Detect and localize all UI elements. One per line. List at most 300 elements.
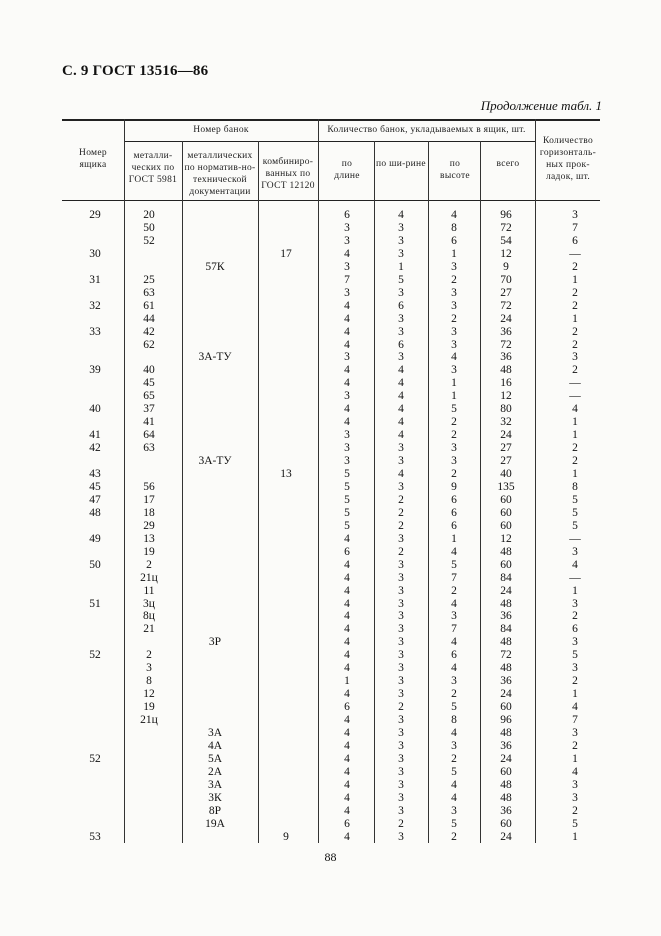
- cell-width: 2: [398, 494, 404, 506]
- cell-metal: 21: [143, 623, 155, 635]
- cell-gaskets: 1: [572, 688, 578, 700]
- cell-box-number: 39: [89, 364, 101, 376]
- cell-total: 48: [500, 779, 512, 791]
- cell-metal: 20: [143, 209, 155, 221]
- cell-metal: 3ц: [143, 598, 155, 610]
- cell-height: 4: [451, 662, 457, 674]
- cell-length: 6: [344, 818, 350, 830]
- cell-width: 3: [398, 235, 404, 247]
- cell-total: 9: [503, 261, 509, 273]
- cell-total: 60: [500, 818, 512, 830]
- cell-width: 3: [398, 662, 404, 674]
- cell-height: 5: [451, 559, 457, 571]
- cell-height: 3: [451, 740, 457, 752]
- cell-total: 135: [497, 481, 515, 493]
- cell-length: 3: [344, 222, 350, 234]
- cell-width: 3: [398, 351, 404, 363]
- cell-height: 2: [451, 688, 457, 700]
- cell-length: 3: [344, 235, 350, 247]
- cell-length: 5: [344, 507, 350, 519]
- cell-width: 4: [398, 209, 404, 221]
- cell-height: 2: [451, 585, 457, 597]
- cell-width: 3: [398, 598, 404, 610]
- cell-width: 3: [398, 572, 404, 584]
- cell-box-number: 47: [89, 494, 101, 506]
- cell-total: 24: [500, 429, 512, 441]
- cell-length: 7: [344, 274, 350, 286]
- cell-height: 8: [451, 222, 457, 234]
- cell-width: 3: [398, 222, 404, 234]
- cell-width: 2: [398, 546, 404, 558]
- cell-total: 12: [500, 390, 512, 402]
- cell-total: 27: [500, 442, 512, 454]
- cell-metal: 52: [143, 235, 155, 247]
- cell-height: 3: [451, 364, 457, 376]
- cell-metal: 21ц: [140, 714, 158, 726]
- cell-gaskets: 1: [572, 313, 578, 325]
- cell-gaskets: 3: [572, 351, 578, 363]
- cell-length: 4: [344, 364, 350, 376]
- cell-width: 3: [398, 313, 404, 325]
- header-count-group: Количество банок, укладываемых в ящик, шт.: [327, 125, 526, 135]
- cell-gaskets: 5: [572, 818, 578, 830]
- cell-gaskets: 5: [572, 494, 578, 506]
- cell-height: 1: [451, 533, 457, 545]
- cell-combined: 17: [280, 248, 292, 260]
- cell-gaskets: 4: [572, 766, 578, 778]
- cell-height: 5: [451, 403, 457, 415]
- cell-gaskets: 1: [572, 831, 578, 843]
- cell-width: 2: [398, 507, 404, 519]
- cell-total: 60: [500, 520, 512, 532]
- cell-length: 4: [344, 248, 350, 260]
- cell-width: 2: [398, 701, 404, 713]
- cell-total: 60: [500, 766, 512, 778]
- cell-gaskets: 2: [572, 675, 578, 687]
- cell-gaskets: 7: [572, 222, 578, 234]
- cell-width: 3: [398, 455, 404, 467]
- cell-gaskets: 1: [572, 274, 578, 286]
- cell-length: 5: [344, 494, 350, 506]
- cell-height: 5: [451, 818, 457, 830]
- cell-length: 4: [344, 740, 350, 752]
- cell-total: 60: [500, 701, 512, 713]
- cell-gaskets: 3: [572, 636, 578, 648]
- cell-metal: 37: [143, 403, 155, 415]
- cell-box-number: 29: [89, 209, 101, 221]
- header-can-numbers: Номер банок: [193, 125, 249, 135]
- cell-metal: 18: [143, 507, 155, 519]
- cell-metal: 21ц: [140, 572, 158, 584]
- header-width: по ши-рине: [376, 159, 426, 169]
- cell-height: 4: [451, 792, 457, 804]
- cell-ntd: 4А: [207, 740, 223, 752]
- cell-ntd: 8Р: [208, 805, 222, 817]
- cell-metal: 45: [143, 377, 155, 389]
- cell-metal: 12: [143, 688, 155, 700]
- cell-total: 36: [500, 740, 512, 752]
- cell-width: 3: [398, 559, 404, 571]
- header-length: по длине: [334, 159, 360, 181]
- cell-total: 54: [500, 235, 512, 247]
- cell-metal: 61: [143, 300, 155, 312]
- cell-gaskets: 3: [572, 598, 578, 610]
- cell-length: 4: [344, 572, 350, 584]
- cell-height: 8: [451, 714, 457, 726]
- cell-metal: 11: [143, 585, 155, 597]
- header-combined: комбиниро-ванных по ГОСТ 12120: [261, 157, 315, 191]
- cell-gaskets: 1: [572, 416, 578, 428]
- cell-height: 6: [451, 520, 457, 532]
- cell-total: 27: [500, 455, 512, 467]
- cell-width: 1: [398, 261, 404, 273]
- cell-metal: 40: [143, 364, 155, 376]
- cell-width: 2: [398, 520, 404, 532]
- cell-ntd: 3А-ТУ: [198, 351, 232, 363]
- cell-length: 3: [344, 287, 350, 299]
- cell-height: 7: [451, 623, 457, 635]
- cell-total: 36: [500, 326, 512, 338]
- cell-metal: 41: [143, 416, 155, 428]
- cell-ntd: 3К: [208, 792, 222, 804]
- cell-height: 3: [451, 675, 457, 687]
- cell-box-number: 31: [89, 274, 101, 286]
- cell-length: 4: [344, 753, 350, 765]
- cell-width: 3: [398, 779, 404, 791]
- cell-gaskets: 1: [572, 585, 578, 597]
- cell-total: 24: [500, 753, 512, 765]
- cell-metal: 17: [143, 494, 155, 506]
- cell-width: 4: [398, 429, 404, 441]
- cell-width: 4: [398, 416, 404, 428]
- cell-metal: 2: [146, 649, 152, 661]
- cell-width: 4: [398, 377, 404, 389]
- cell-height: 6: [451, 494, 457, 506]
- cell-length: 5: [344, 520, 350, 532]
- cell-gaskets: 5: [572, 507, 578, 519]
- cell-metal: 56: [143, 481, 155, 493]
- col-rule-5: [374, 141, 375, 843]
- cell-gaskets: 3: [572, 792, 578, 804]
- cell-length: 4: [344, 831, 350, 843]
- header-gaskets: Количество горизонталь-ных прок-ладок, шт.: [539, 136, 597, 182]
- cell-total: 72: [500, 649, 512, 661]
- cell-box-number: 32: [89, 300, 101, 312]
- cell-metal: 13: [143, 533, 155, 545]
- cell-length: 4: [344, 403, 350, 415]
- cell-total: 70: [500, 274, 512, 286]
- cell-length: 4: [344, 300, 350, 312]
- cell-length: 6: [344, 209, 350, 221]
- cell-width: 3: [398, 623, 404, 635]
- cell-length: 4: [344, 636, 350, 648]
- cell-ntd: 19А: [205, 818, 225, 830]
- cell-gaskets: 2: [572, 442, 578, 454]
- cell-length: 4: [344, 792, 350, 804]
- cell-height: 2: [451, 468, 457, 480]
- header-box-number: Номер ящика: [79, 148, 107, 170]
- cell-length: 4: [344, 533, 350, 545]
- cell-length: 4: [344, 662, 350, 674]
- cell-length: 4: [344, 766, 350, 778]
- cell-height: 6: [451, 649, 457, 661]
- cell-height: 2: [451, 416, 457, 428]
- cell-height: 5: [451, 701, 457, 713]
- cell-gaskets: 3: [572, 546, 578, 558]
- cell-length: 4: [344, 313, 350, 325]
- cell-height: 2: [451, 429, 457, 441]
- cell-width: 4: [398, 364, 404, 376]
- cell-height: 3: [451, 300, 457, 312]
- cell-metal: 42: [143, 326, 155, 338]
- cell-total: 80: [500, 403, 512, 415]
- cell-height: 3: [451, 610, 457, 622]
- cell-gaskets: —: [569, 248, 581, 260]
- cell-metal: 65: [143, 390, 155, 402]
- cell-ntd: 3А: [207, 779, 223, 791]
- cell-total: 96: [500, 209, 512, 221]
- cell-gaskets: —: [569, 572, 581, 584]
- cell-total: 48: [500, 727, 512, 739]
- page-title: С. 9 ГОСТ 13516—86: [62, 63, 209, 79]
- cell-gaskets: 8: [572, 481, 578, 493]
- cell-gaskets: 7: [572, 714, 578, 726]
- cell-gaskets: 6: [572, 235, 578, 247]
- cell-gaskets: 1: [572, 429, 578, 441]
- cell-gaskets: 3: [572, 779, 578, 791]
- cell-length: 6: [344, 546, 350, 558]
- cell-length: 4: [344, 559, 350, 571]
- cell-box-number: 48: [89, 507, 101, 519]
- cell-total: 12: [500, 533, 512, 545]
- cell-length: 4: [344, 779, 350, 791]
- cell-box-number: 41: [89, 429, 101, 441]
- cell-total: 48: [500, 598, 512, 610]
- cell-width: 4: [398, 390, 404, 402]
- cell-gaskets: —: [569, 390, 581, 402]
- cell-total: 60: [500, 507, 512, 519]
- cell-length: 4: [344, 805, 350, 817]
- cell-width: 5: [398, 274, 404, 286]
- cell-total: 60: [500, 559, 512, 571]
- cell-total: 40: [500, 468, 512, 480]
- cell-gaskets: 1: [572, 468, 578, 480]
- cell-metal: 44: [143, 313, 155, 325]
- cell-width: 3: [398, 831, 404, 843]
- cell-total: 48: [500, 792, 512, 804]
- cell-width: 3: [398, 740, 404, 752]
- cell-metal: 63: [143, 442, 155, 454]
- col-rule-3: [258, 141, 259, 843]
- cell-gaskets: —: [569, 377, 581, 389]
- cell-total: 24: [500, 831, 512, 843]
- cell-width: 3: [398, 326, 404, 338]
- cell-length: 4: [344, 377, 350, 389]
- cell-length: 3: [344, 390, 350, 402]
- cell-height: 2: [451, 753, 457, 765]
- cell-total: 96: [500, 714, 512, 726]
- cell-metal: 62: [143, 339, 155, 351]
- cell-gaskets: 3: [572, 209, 578, 221]
- cell-gaskets: 3: [572, 727, 578, 739]
- cell-metal: 64: [143, 429, 155, 441]
- cell-length: 4: [344, 339, 350, 351]
- cell-total: 24: [500, 688, 512, 700]
- cell-length: 6: [344, 701, 350, 713]
- cell-gaskets: —: [569, 533, 581, 545]
- cell-width: 3: [398, 533, 404, 545]
- cell-height: 5: [451, 766, 457, 778]
- cell-gaskets: 5: [572, 520, 578, 532]
- header-bottom-rule: [62, 200, 600, 201]
- cell-total: 48: [500, 662, 512, 674]
- cell-width: 4: [398, 468, 404, 480]
- cell-total: 36: [500, 610, 512, 622]
- cell-length: 4: [344, 610, 350, 622]
- page-number: 88: [324, 850, 337, 864]
- cell-total: 36: [500, 805, 512, 817]
- cell-width: 3: [398, 675, 404, 687]
- cell-gaskets: 2: [572, 805, 578, 817]
- cell-height: 6: [451, 235, 457, 247]
- col-rule-1: [124, 119, 125, 843]
- cell-gaskets: 4: [572, 559, 578, 571]
- cell-total: 48: [500, 636, 512, 648]
- cell-total: 84: [500, 623, 512, 635]
- cell-width: 3: [398, 792, 404, 804]
- cell-gaskets: 2: [572, 339, 578, 351]
- cell-box-number: 42: [89, 442, 101, 454]
- cell-total: 72: [500, 300, 512, 312]
- cell-total: 72: [500, 339, 512, 351]
- cell-length: 4: [344, 416, 350, 428]
- cell-gaskets: 5: [572, 649, 578, 661]
- table-top-rule: [62, 119, 600, 121]
- cell-height: 3: [451, 339, 457, 351]
- cell-gaskets: 6: [572, 623, 578, 635]
- cell-total: 27: [500, 287, 512, 299]
- cell-height: 2: [451, 274, 457, 286]
- cell-gaskets: 4: [572, 701, 578, 713]
- cell-length: 3: [344, 261, 350, 273]
- cell-width: 3: [398, 727, 404, 739]
- cell-length: 1: [344, 675, 350, 687]
- cell-total: 24: [500, 313, 512, 325]
- cell-metal: 19: [143, 701, 155, 713]
- cell-height: 4: [451, 351, 457, 363]
- cell-height: 2: [451, 313, 457, 325]
- cell-width: 3: [398, 636, 404, 648]
- cell-height: 1: [451, 390, 457, 402]
- cell-height: 4: [451, 727, 457, 739]
- cell-length: 3: [344, 351, 350, 363]
- cell-gaskets: 2: [572, 300, 578, 312]
- cell-box-number: 43: [89, 468, 101, 480]
- cell-height: 1: [451, 377, 457, 389]
- cell-length: 4: [344, 727, 350, 739]
- cell-gaskets: 3: [572, 662, 578, 674]
- header-total: всего: [496, 159, 520, 169]
- cell-length: 4: [344, 598, 350, 610]
- cell-metal: 63: [143, 287, 155, 299]
- cell-length: 3: [344, 455, 350, 467]
- col-rule-6: [428, 141, 429, 843]
- cell-width: 3: [398, 287, 404, 299]
- cell-metal: 25: [143, 274, 155, 286]
- cell-height: 4: [451, 636, 457, 648]
- col-rule-4: [318, 119, 319, 843]
- cell-total: 84: [500, 572, 512, 584]
- header-metal: металли-ческих по ГОСТ 5981: [128, 151, 178, 185]
- cell-gaskets: 2: [572, 740, 578, 752]
- cell-height: 4: [451, 598, 457, 610]
- cell-length: 4: [344, 688, 350, 700]
- cell-height: 4: [451, 546, 457, 558]
- cell-total: 48: [500, 546, 512, 558]
- cell-width: 3: [398, 481, 404, 493]
- cell-height: 1: [451, 248, 457, 260]
- cell-width: 3: [398, 688, 404, 700]
- cell-box-number: 51: [89, 598, 101, 610]
- cell-length: 5: [344, 468, 350, 480]
- cell-width: 3: [398, 753, 404, 765]
- cell-metal: 8ц: [143, 610, 155, 622]
- col-rule-2: [182, 141, 183, 843]
- cell-box-number: 30: [89, 248, 101, 260]
- table-continuation-label: Продолжение табл. 1: [480, 98, 602, 113]
- cell-width: 3: [398, 585, 404, 597]
- cell-metal: 3: [146, 662, 152, 674]
- cell-width: 4: [398, 403, 404, 415]
- cell-box-number: 45: [89, 481, 101, 493]
- cell-gaskets: 2: [572, 326, 578, 338]
- cell-width: 3: [398, 805, 404, 817]
- cell-ntd: 5А: [207, 753, 223, 765]
- cell-length: 4: [344, 649, 350, 661]
- cell-metal: 50: [143, 222, 155, 234]
- cell-gaskets: 2: [572, 455, 578, 467]
- cell-length: 3: [344, 442, 350, 454]
- cell-metal: 29: [143, 520, 155, 532]
- cell-gaskets: 1: [572, 753, 578, 765]
- header-ntd: металлических по норматив-но-технической документации: [184, 151, 256, 197]
- cell-total: 16: [500, 377, 512, 389]
- cell-box-number: 52: [89, 649, 101, 661]
- cell-combined: 9: [283, 831, 289, 843]
- header-height: по высоте: [440, 159, 470, 181]
- cell-width: 6: [398, 300, 404, 312]
- cell-box-number: 53: [89, 831, 101, 843]
- cell-width: 3: [398, 442, 404, 454]
- cell-length: 5: [344, 481, 350, 493]
- cell-ntd: 57К: [205, 261, 225, 273]
- cell-gaskets: 2: [572, 610, 578, 622]
- cell-box-number: 50: [89, 559, 101, 571]
- cell-gaskets: 2: [572, 261, 578, 273]
- cell-total: 36: [500, 351, 512, 363]
- cell-ntd: 2А: [207, 766, 223, 778]
- cell-metal: 8: [146, 675, 152, 687]
- cell-height: 4: [451, 779, 457, 791]
- col-rule-8: [535, 119, 536, 843]
- cell-height: 3: [451, 455, 457, 467]
- cell-metal: 19: [143, 546, 155, 558]
- cell-length: 4: [344, 714, 350, 726]
- cell-total: 72: [500, 222, 512, 234]
- cell-height: 3: [451, 287, 457, 299]
- cell-total: 12: [500, 248, 512, 260]
- cell-gaskets: 2: [572, 364, 578, 376]
